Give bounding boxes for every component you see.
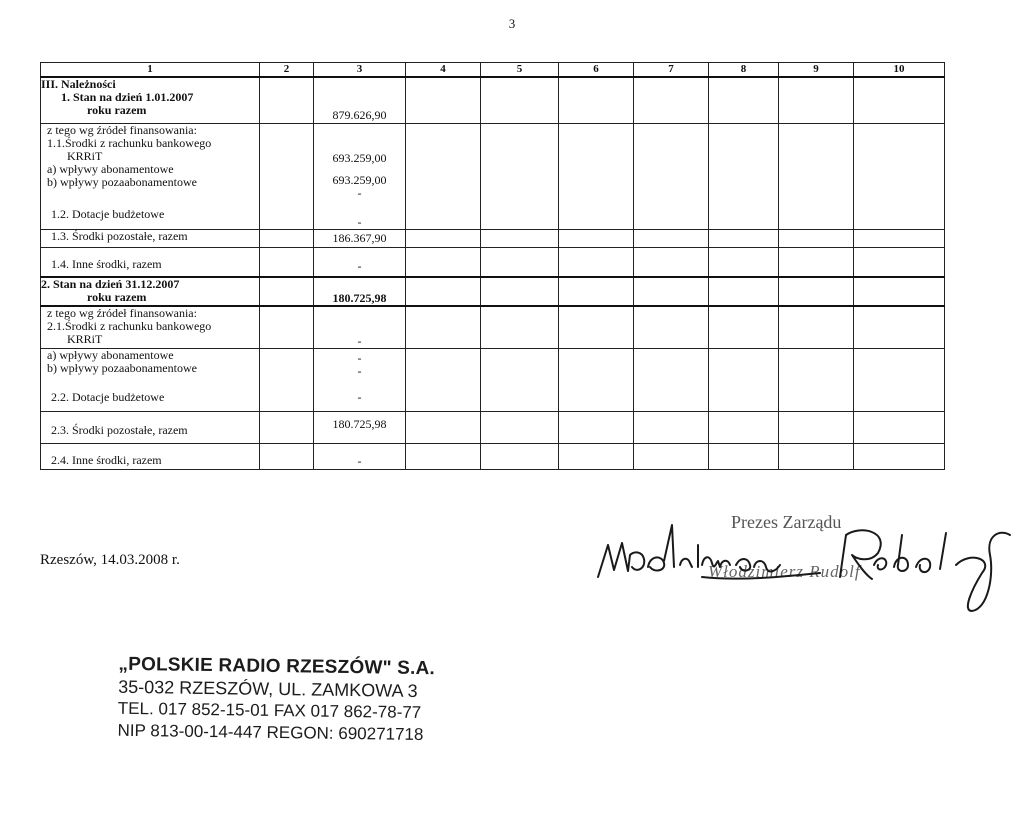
start-balance-label-2: roku razem xyxy=(87,103,147,117)
other-means-label: 1.4. Inne środki, razem xyxy=(51,256,162,271)
company-stamp xyxy=(117,654,435,746)
table-row xyxy=(41,306,945,349)
end-krrit-amount: - xyxy=(357,334,362,348)
end-subscription-amount: - xyxy=(357,351,362,365)
start-balance-label: 1. Stan na dzień 1.01.2007 xyxy=(61,90,194,104)
stamp-address: 35-032 RZESZÓW, UL. ZAMKOWA 3 xyxy=(118,676,418,701)
amount-cell xyxy=(314,77,406,123)
row-label xyxy=(41,444,260,470)
header-col-9: 9 xyxy=(779,63,854,78)
header-col-1: 1 xyxy=(41,63,260,78)
stamp-company-name: „POLSKIE RADIO RZESZÓW" S.A. xyxy=(118,653,436,680)
budget-subsidies-label: 1.2. Dotacje budżetowe xyxy=(51,206,165,221)
end-krrit-label: KRRiT xyxy=(67,332,103,346)
place-and-date: Rzeszów, 14.03.2008 r. xyxy=(40,552,180,568)
amount-cell xyxy=(314,229,406,247)
row-label xyxy=(41,349,260,412)
table-row xyxy=(41,277,945,306)
row-label xyxy=(41,277,260,306)
amount-cell xyxy=(314,247,406,277)
row-label xyxy=(41,123,260,229)
header-col-4: 4 xyxy=(406,63,481,78)
end-balance-amount: 180.725,98 xyxy=(332,291,387,305)
row-label xyxy=(41,412,260,444)
header-col-7: 7 xyxy=(634,63,709,78)
end-other-funds-label: 2.3. Środki pozostałe, razem xyxy=(51,423,188,437)
krrit-account-label: 1.1.Środki z rachunku bankowego xyxy=(47,135,212,150)
other-means-amount: - xyxy=(357,258,362,273)
subscription-income-label: a) wpływy abonamentowe xyxy=(47,161,174,176)
amount-cell xyxy=(314,349,406,412)
end-non-subscription-amount: - xyxy=(357,364,362,378)
krrit-amount: 693.259,00 xyxy=(332,150,387,165)
row-label xyxy=(41,77,260,123)
table-row xyxy=(41,412,945,444)
funding-sources-label: z tego wg źródeł finansowania: xyxy=(47,122,197,137)
header-col-2: 2 xyxy=(260,63,314,78)
end-other-funds-amount: 180.725,98 xyxy=(332,417,387,431)
receivables-table xyxy=(40,62,945,470)
amount-cell xyxy=(314,306,406,349)
budget-subsidies-amount: - xyxy=(357,214,362,229)
non-subscription-income-label: b) wpływy pozaabonamentowe xyxy=(47,174,197,189)
end-subscription-income-label: a) wpływy abonamentowe xyxy=(47,348,174,362)
end-other-means-label: 2.4. Inne środki, razem xyxy=(51,453,162,467)
table-row xyxy=(41,123,945,229)
header-col-8: 8 xyxy=(709,63,779,78)
end-budget-subsidies-label: 2.2. Dotacje budżetowe xyxy=(51,390,165,404)
other-funds-amount: 186.367,90 xyxy=(332,230,387,245)
table-row xyxy=(41,349,945,412)
end-other-means-amount: - xyxy=(357,454,362,468)
end-balance-label-2: roku razem xyxy=(87,290,147,304)
signatory-name: Włodzimierz Rudolf xyxy=(708,562,861,581)
end-balance-label: 2. Stan na dzień 31.12.2007 xyxy=(41,277,180,291)
end-funding-sources-label: z tego wg źródeł finansowania: xyxy=(47,306,197,320)
amount-cell xyxy=(314,123,406,229)
end-krrit-account-label: 2.1.Środki z rachunku bankowego xyxy=(47,319,212,333)
row-label xyxy=(41,229,260,247)
row-label xyxy=(41,247,260,277)
signatory-title: Prezes Zarządu xyxy=(731,512,842,532)
header-col-3: 3 xyxy=(314,63,406,78)
row-label xyxy=(41,306,260,349)
section-title: III. Należności xyxy=(41,77,116,91)
header-col-5: 5 xyxy=(481,63,559,78)
table-row xyxy=(41,229,945,247)
page-number: 3 xyxy=(508,16,516,31)
header-col-10: 10 xyxy=(854,63,945,78)
header-row xyxy=(41,63,945,78)
stamp-phone-fax: TEL. 017 852-15-01 FAX 017 862-78-77 xyxy=(117,698,422,723)
table-row xyxy=(41,77,945,123)
table-row xyxy=(41,247,945,277)
handwritten-signature xyxy=(590,515,1024,615)
end-non-subscription-income-label: b) wpływy pozaabonamentowe xyxy=(47,361,197,375)
krrit-label: KRRiT xyxy=(67,148,103,163)
end-budget-subsidies-amount: - xyxy=(357,390,362,404)
amount-cell xyxy=(314,412,406,444)
amount-cell xyxy=(314,444,406,470)
start-balance-amount: 879.626,90 xyxy=(332,108,387,122)
other-funds-label: 1.3. Środki pozostałe, razem xyxy=(51,228,188,243)
non-subscription-amount: - xyxy=(357,185,362,200)
stamp-tax-ids: NIP 813-00-14-447 REGON: 690271718 xyxy=(117,720,424,745)
table-row xyxy=(41,444,945,470)
header-col-6: 6 xyxy=(559,63,634,78)
subscription-amount: 693.259,00 xyxy=(332,172,387,187)
amount-cell xyxy=(314,277,406,306)
